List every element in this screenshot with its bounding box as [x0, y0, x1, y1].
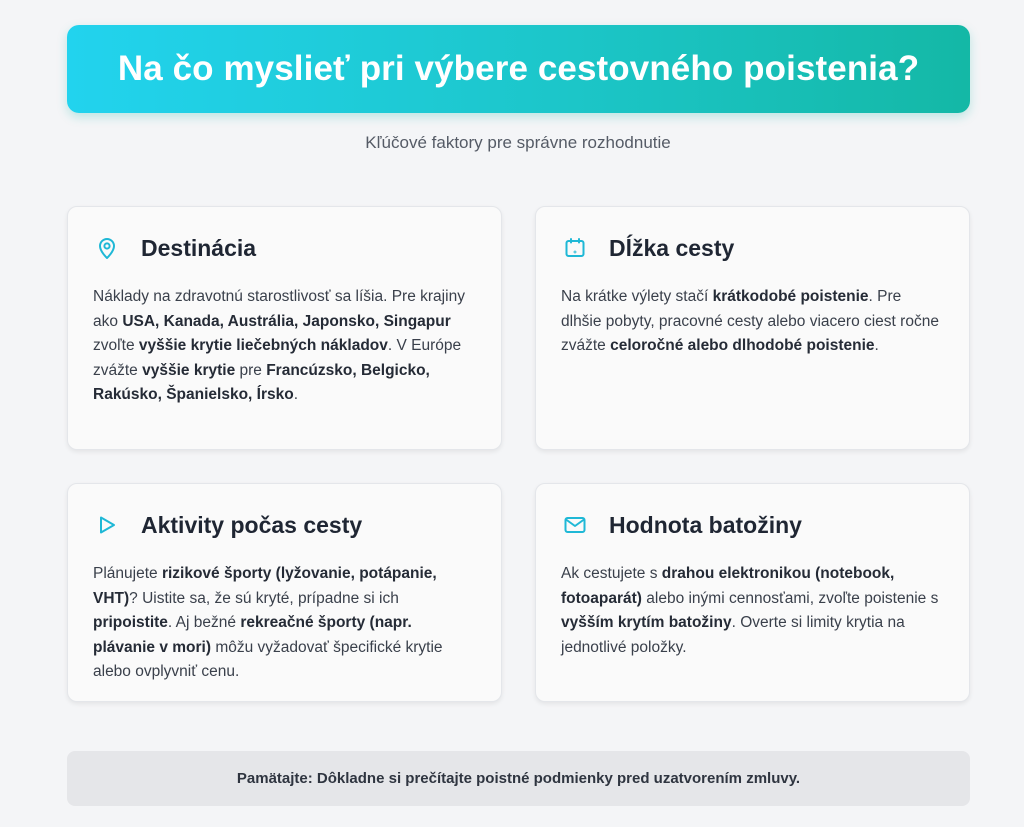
- body-text: Na krátke výlety stačí: [561, 288, 713, 305]
- body-text: Ak cestujete s: [561, 565, 662, 582]
- card-title: Destinácia: [141, 234, 257, 261]
- body-text: Náklady na zdravotnú starostlivosť sa líšia. Pre krajiny ako: [93, 288, 465, 330]
- card-body: [561, 285, 945, 359]
- card-body: [561, 562, 945, 660]
- highlight-text: rekreačné športy (napr. plávanie v mori): [93, 614, 412, 656]
- card-title: Dĺžka cesty: [609, 234, 735, 261]
- card-body: [93, 285, 477, 408]
- page-title: Na čo myslieť pri výbere cestovného poistenia?: [117, 49, 920, 88]
- play-icon: [95, 513, 119, 537]
- card-destination: [67, 206, 502, 450]
- page-subtitle: Kľúčové faktory pre správne rozhodnutie: [365, 133, 671, 152]
- body-text: pre: [235, 361, 267, 379]
- highlight-text: celoročné alebo dlhodobé poistenie: [610, 337, 875, 354]
- highlight-text: vyššie krytie liečebných nákladov: [138, 337, 388, 354]
- card-activities: [67, 483, 502, 702]
- body-text: Plánujete: [93, 565, 162, 582]
- body-text: ? Uistite sa, že sú kryté, prípadne si ich: [129, 589, 399, 607]
- highlight-text: vyšším krytím batožiny: [561, 614, 732, 631]
- card-trip-length: [535, 206, 970, 450]
- body-text: .: [293, 386, 299, 403]
- card-title: Aktivity počas cesty: [141, 511, 363, 538]
- header-banner: [67, 25, 970, 113]
- card-luggage: [535, 483, 970, 702]
- highlight-text: Francúzsko, Belgicko, Rakúsko, Španielsko, Írsko: [93, 361, 430, 403]
- body-text: . V Európe zvážte: [93, 337, 462, 379]
- body-text: .: [874, 337, 879, 354]
- body-text: . Pre dlhšie pobyty, pracovné cesty alebo viacero ciest ročne zvážte: [561, 288, 939, 354]
- card-title: Hodnota batožiny: [609, 511, 802, 538]
- highlight-text: rizikové športy (lyžovanie, potápanie, VHT): [93, 565, 437, 607]
- highlight-text: krátkodobé poistenie: [712, 288, 869, 305]
- reminder-note: Pamätajte: Dôkladne si prečítajte poistné podmienky pred uzatvorením zmluvy.: [67, 751, 970, 806]
- highlight-text: USA, Kanada, Austrália, Japonsko, Singapur: [122, 312, 451, 330]
- body-text: . Aj bežné: [167, 614, 241, 631]
- highlight-text: drahou elektronikou (notebook, fotoaparát): [561, 565, 895, 607]
- highlight-text: vyššie krytie: [142, 361, 236, 379]
- map-pin-icon: [95, 236, 119, 260]
- highlight-text: pripoistite: [93, 614, 168, 631]
- body-text: alebo inými cennosťami, zvoľte poistenie s: [641, 589, 939, 607]
- body-text: zvoľte: [93, 337, 139, 354]
- envelope-icon: [563, 513, 587, 537]
- card-body: [93, 562, 477, 685]
- body-text: môžu vyžadovať špecifické krytie alebo ovplyvniť cenu.: [93, 638, 443, 680]
- calendar-icon: [563, 236, 587, 260]
- body-text: . Overte si limity krytia na jednotlivé položky.: [561, 614, 905, 656]
